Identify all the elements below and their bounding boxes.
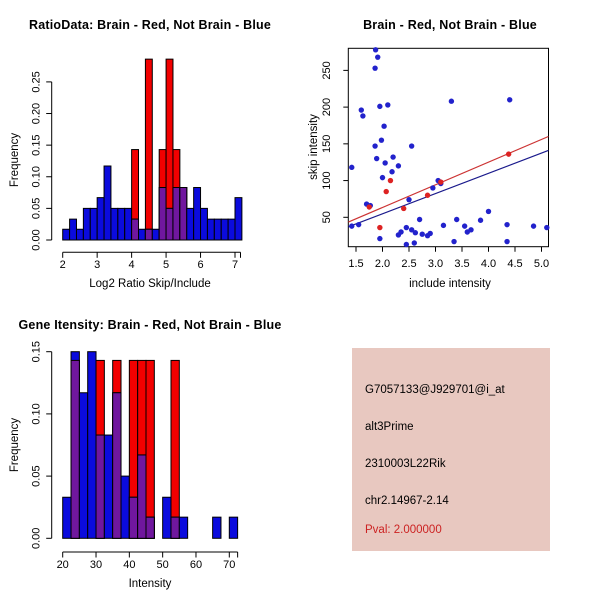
- histogram-bar-overlap: [145, 229, 152, 240]
- scatter-point-blue: [380, 175, 385, 180]
- x-tick-label: 30: [89, 559, 103, 571]
- scatter-point-blue: [504, 222, 509, 227]
- scatter-xlabel: include intensity: [409, 278, 491, 290]
- y-tick-label: 0.20: [30, 102, 43, 125]
- histogram-bar-blue: [221, 219, 228, 240]
- gene-intensity-panel: [0, 300, 300, 600]
- scatter-point-blue: [385, 102, 390, 107]
- x-tick-label: 20: [56, 559, 69, 571]
- histogram-bar-blue: [63, 229, 70, 240]
- y-tick-label: 50: [321, 211, 333, 224]
- x-tick-label: 5: [163, 259, 170, 271]
- x-tick-label: 7: [231, 259, 239, 271]
- y-tick-label: 100: [321, 171, 333, 190]
- histogram-bar-blue: [90, 208, 97, 240]
- histogram-bar-overlap: [173, 188, 180, 240]
- x-tick-label: 3.5: [454, 258, 470, 270]
- histogram-bar-blue: [111, 208, 118, 240]
- histogram-bar-overlap: [180, 188, 187, 240]
- x-tick-label: 3.0: [427, 258, 444, 270]
- scatter-point-red: [388, 178, 393, 183]
- x-tick-label: 60: [189, 559, 203, 571]
- y-tick-label: 0.00: [30, 229, 43, 251]
- scatter-point-red: [367, 204, 372, 209]
- scatter-point-blue: [377, 236, 382, 241]
- x-tick-label: 2.0: [374, 258, 391, 270]
- scatter-point-blue: [454, 217, 459, 222]
- gene-symbol-text: 2310003L22Rik: [365, 458, 446, 470]
- y-tick-label: 250: [321, 61, 333, 80]
- histogram-bar-overlap: [166, 208, 173, 240]
- scatter-point-blue: [417, 217, 422, 222]
- scatter-point-blue: [349, 223, 354, 228]
- x-tick-label: 4: [128, 259, 135, 271]
- ratio-histogram-plot: [0, 0, 300, 300]
- histogram-bar-blue: [213, 517, 221, 538]
- scatter-ylabel: skip intensity: [308, 114, 320, 180]
- scatter-point-blue: [425, 233, 430, 238]
- scatter-point-blue: [372, 65, 377, 70]
- scatter-point-blue: [462, 223, 467, 228]
- x-tick-label: 3: [94, 259, 101, 271]
- histogram-bar-blue: [152, 229, 159, 240]
- gene-intensity-plot: [0, 300, 300, 600]
- scatter-point-blue: [507, 97, 512, 102]
- x-tick-label: 50: [156, 559, 169, 571]
- scatter-point-blue: [375, 54, 380, 59]
- histogram-bar-blue: [228, 219, 235, 240]
- scatter-point-blue: [374, 156, 379, 161]
- histogram-bar-overlap: [71, 360, 79, 538]
- histogram-bar-overlap: [171, 517, 179, 538]
- histogram-bar-red: [145, 59, 152, 240]
- plot-box: [348, 48, 548, 246]
- y-tick-label: 200: [321, 97, 333, 117]
- gene-intensity-xlabel: Intensity: [128, 578, 172, 590]
- x-tick-label: 4.0: [480, 258, 497, 270]
- scatter-point-red: [377, 225, 382, 230]
- scatter-point-blue: [465, 229, 470, 234]
- histogram-bar-blue: [229, 517, 237, 538]
- histogram-bar-blue: [88, 352, 96, 539]
- scatter-point-blue: [382, 160, 387, 165]
- x-tick-label: 2.5: [401, 258, 417, 270]
- histogram-bar-overlap: [129, 497, 137, 538]
- x-tick-label: 40: [123, 559, 136, 571]
- histogram-bar-blue: [79, 393, 87, 539]
- histogram-bar-red: [146, 360, 154, 538]
- scatter-point-red: [438, 179, 443, 184]
- y-tick-label: 0.15: [30, 340, 43, 363]
- histogram-bar-blue: [118, 208, 125, 240]
- scatter-point-blue: [359, 107, 364, 112]
- histogram-bar-red: [171, 360, 179, 538]
- scatter-point-red: [401, 206, 406, 211]
- scatter-point-blue: [413, 230, 418, 235]
- y-tick-label: 0.05: [30, 197, 43, 220]
- ratio-histogram-panel: [0, 0, 300, 300]
- ratio-histogram-title: RatioData: Brain - Red, Not Brain - Blue: [28, 18, 272, 32]
- scatter-point-blue: [372, 143, 377, 148]
- histogram-bar-blue: [63, 497, 71, 538]
- scatter-point-blue: [373, 47, 378, 52]
- scatter-point-blue: [381, 124, 386, 129]
- scatter-panel: [300, 0, 600, 300]
- x-tick-label: 5.0: [533, 258, 550, 270]
- histogram-bar-blue: [214, 219, 221, 240]
- scatter-point-blue: [486, 209, 491, 214]
- y-tick-label: 0.00: [30, 527, 43, 550]
- scatter-point-blue: [360, 113, 365, 118]
- histogram-bar-blue: [194, 188, 201, 240]
- histogram-bar-overlap: [138, 455, 146, 538]
- histogram-bar-blue: [187, 208, 194, 240]
- scatter-point-blue: [504, 239, 509, 244]
- scatter-point-blue: [544, 225, 549, 230]
- histogram-bar-overlap: [132, 219, 139, 240]
- pval-text: Pval: 2.000000: [365, 524, 442, 536]
- scatter-point-blue: [420, 231, 425, 236]
- y-tick-label: 0.25: [30, 71, 43, 93]
- scatter-plot: [300, 0, 600, 300]
- histogram-bar-blue: [97, 198, 104, 240]
- scatter-point-blue: [406, 197, 411, 202]
- scatter-point-blue: [404, 225, 409, 230]
- fit-line-red: [348, 136, 548, 222]
- histogram-bar-blue: [139, 229, 146, 240]
- gene-intensity-ylabel: Frequency: [9, 417, 21, 473]
- histogram-bar-overlap: [146, 517, 154, 538]
- x-tick-label: 70: [223, 559, 236, 571]
- histogram-bar-blue: [83, 208, 90, 240]
- scatter-point-blue: [404, 242, 409, 247]
- scatter-point-blue: [441, 223, 446, 228]
- scatter-point-blue: [356, 222, 361, 227]
- scatter-point-blue: [478, 218, 483, 223]
- splice-type-text: alt3Prime: [365, 421, 414, 433]
- y-tick-label: 150: [321, 134, 333, 154]
- scatter-point-blue: [390, 154, 395, 159]
- histogram-bar-blue: [125, 208, 132, 240]
- scatter-point-blue: [409, 143, 414, 148]
- scatter-point-blue: [451, 239, 456, 244]
- gene-info-box: [352, 348, 550, 551]
- scatter-point-blue: [379, 137, 384, 142]
- scatter-point-blue: [389, 169, 394, 174]
- scatter-title: Brain - Red, Not Brain - Blue: [363, 18, 537, 32]
- histogram-bar-overlap: [159, 188, 166, 240]
- y-tick-label: 0.15: [30, 134, 43, 156]
- x-tick-label: 4.5: [507, 258, 523, 270]
- ratio-histogram-ylabel: Frequency: [9, 132, 21, 188]
- scatter-point-blue: [449, 99, 454, 104]
- probe-id-text: G7057133@J929701@i_at: [365, 384, 505, 396]
- scatter-point-blue: [396, 163, 401, 168]
- histogram-bar-blue: [207, 219, 214, 240]
- histogram-bar-blue: [163, 497, 171, 538]
- histogram-bar-blue: [104, 166, 111, 240]
- scatter-point-blue: [412, 240, 417, 245]
- fit-line-blue: [348, 150, 548, 226]
- x-tick-label: 1.5: [348, 258, 364, 270]
- scatter-point-red: [506, 151, 511, 156]
- histogram-bar-blue: [201, 208, 208, 240]
- histogram-bar-blue: [70, 219, 77, 240]
- gene-intensity-title: Gene Itensity: Brain - Red, Not Brain - Blue: [18, 318, 282, 332]
- chromosome-location-text: chr2.14967-2.14: [365, 495, 449, 507]
- histogram-bar-overlap: [96, 435, 104, 538]
- scatter-point-blue: [349, 165, 354, 170]
- x-tick-label: 2: [59, 259, 66, 271]
- y-tick-label: 0.05: [30, 465, 43, 487]
- scatter-point-blue: [430, 185, 435, 190]
- ratio-histogram-xlabel: Log2 Ratio Skip/Include: [89, 278, 211, 290]
- y-tick-label: 0.10: [30, 166, 43, 188]
- y-tick-label: 0.10: [30, 403, 43, 425]
- histogram-bar-blue: [235, 198, 242, 240]
- gene-info-panel: [300, 300, 600, 600]
- histogram-bar-blue: [104, 435, 112, 538]
- x-tick-label: 6: [197, 259, 204, 271]
- scatter-point-red: [425, 193, 430, 198]
- histogram-bar-overlap: [113, 393, 121, 539]
- histogram-bar-blue: [76, 229, 83, 240]
- scatter-point-blue: [396, 232, 401, 237]
- histogram-bar-blue: [121, 476, 129, 538]
- histogram-bar-blue: [179, 517, 187, 538]
- scatter-point-red: [384, 189, 389, 194]
- scatter-point-blue: [377, 104, 382, 109]
- scatter-point-blue: [531, 223, 536, 228]
